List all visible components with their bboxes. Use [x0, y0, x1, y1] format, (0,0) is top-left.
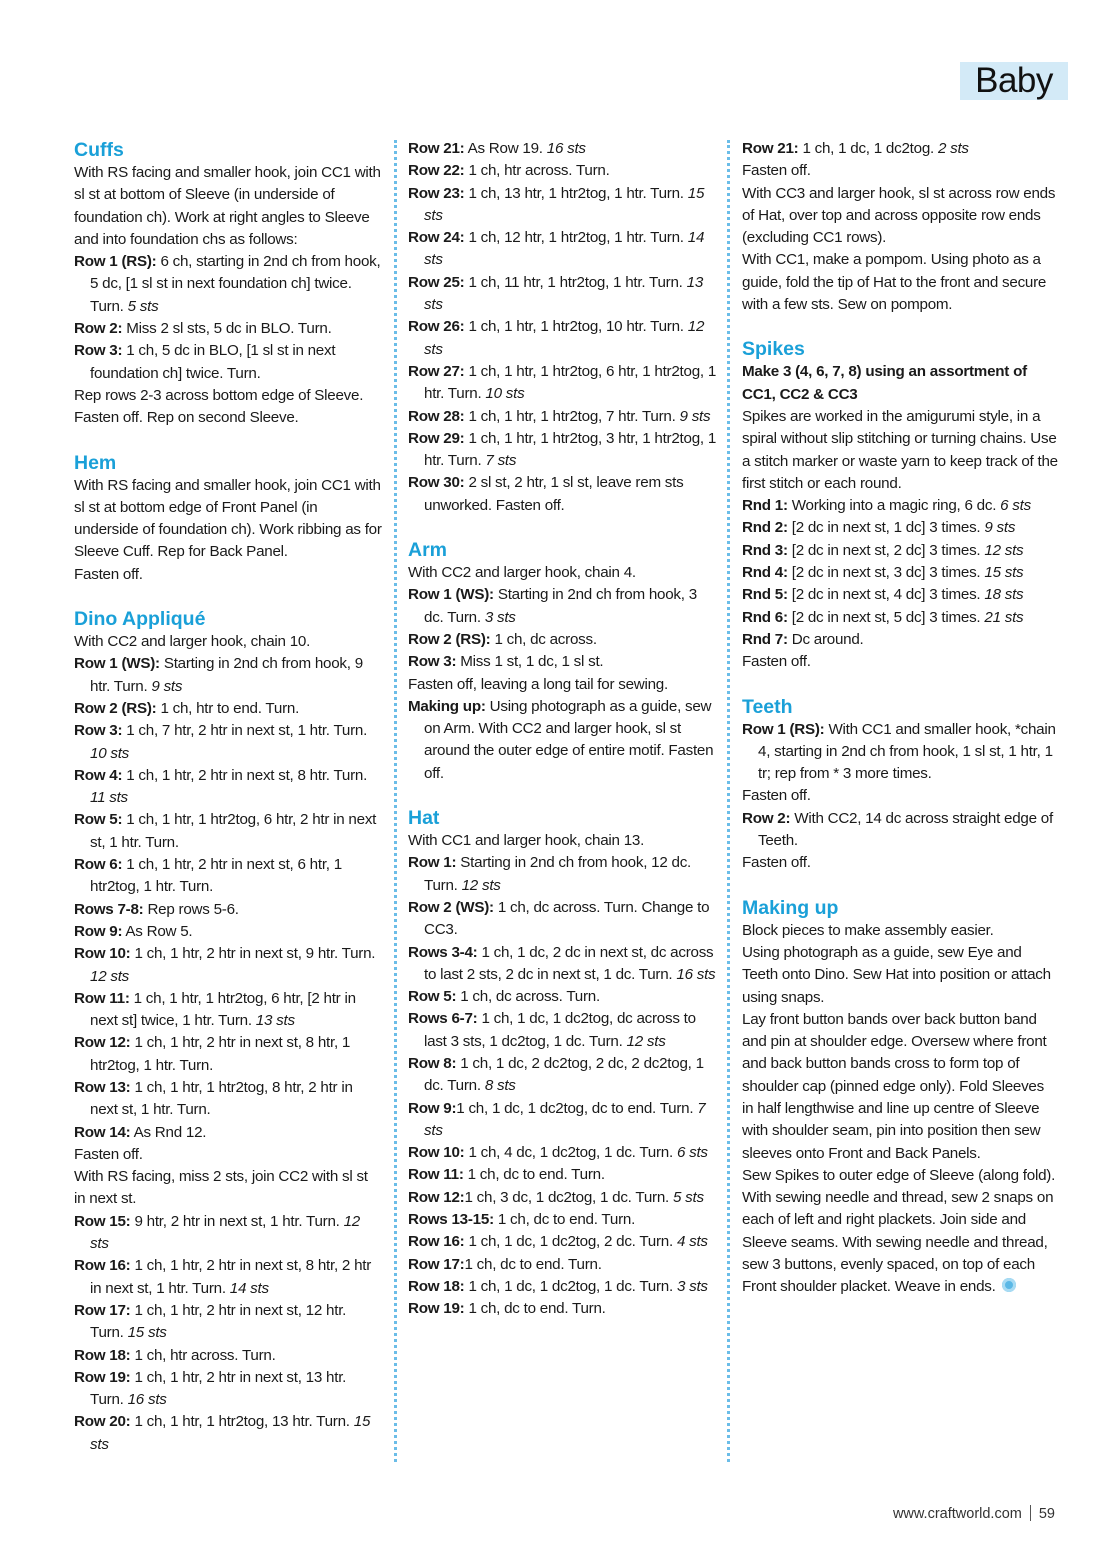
pattern-row: [74, 1211, 382, 1256]
row-text: Starting in 2nd ch from hook, 12 dc. Turn.: [424, 854, 692, 894]
column-divider: [394, 140, 397, 1462]
instruction-text: [742, 942, 1058, 1009]
stitch-count: 3 sts: [672, 1277, 708, 1295]
row-text: 1 ch, dc to end. Turn.: [493, 1211, 636, 1229]
row-text: With CC1 and smaller hook, *chain 4, starting in 2nd ch from hook, 1 sl st, 1 htr, 1 tr; rep from * 3 more times.: [758, 720, 1056, 783]
stitch-count: 16 sts: [542, 140, 586, 157]
stitch-count: 12 sts: [622, 1032, 666, 1050]
stitch-count: 12 sts: [424, 318, 705, 358]
instruction-text: [742, 160, 1058, 182]
row-text: Fasten off.: [742, 854, 811, 872]
instruction-text: [742, 852, 1058, 874]
stitch-count: 10 sts: [481, 385, 525, 403]
row-label: Row 29:: [408, 429, 465, 447]
row-text: 1 ch, 1 htr, 1 htr2tog, 7 htr. Turn.: [464, 407, 676, 425]
row-text: 1 ch, 1 dc, 1 dc2tog, dc across to last 3 sts, 1 dc2tog, 1 dc. Turn.: [424, 1010, 696, 1050]
stitch-count: 6 sts: [996, 497, 1031, 515]
section-heading: Cuffs: [74, 139, 124, 161]
row-label: Row 24:: [408, 229, 465, 247]
row-label: Row 1 (RS):: [742, 720, 825, 738]
row-label: Row 19:: [74, 1368, 131, 1386]
row-text: 2 sl st, 2 htr, 1 sl st, leave rem sts unworked. Fasten off.: [424, 474, 684, 514]
row-label: Row 23:: [408, 184, 465, 202]
row-label: Row 21:: [742, 140, 799, 157]
pattern-row: [408, 316, 718, 361]
pattern-row: [74, 899, 382, 921]
row-label: Row 2 (RS):: [408, 630, 491, 648]
stitch-count: 5 sts: [669, 1188, 704, 1206]
row-label: Row 28:: [408, 407, 465, 425]
row-label: Row 13:: [74, 1078, 131, 1096]
pattern-row: [408, 1254, 718, 1276]
pattern-row: [408, 651, 718, 673]
instruction-text: [408, 830, 718, 852]
pattern-row: [408, 897, 718, 942]
pattern-row: [74, 1345, 382, 1367]
row-text: As Row 5.: [122, 922, 193, 940]
pattern-row: [408, 986, 718, 1008]
row-text: As Row 19.: [464, 140, 543, 157]
pattern-row: [742, 584, 1058, 606]
row-label: Rnd 4:: [742, 564, 788, 582]
pattern-row: [74, 921, 382, 943]
row-text: With CC1 and larger hook, chain 13.: [408, 832, 645, 850]
row-label: Row 14:: [74, 1123, 131, 1141]
instruction-text: [408, 674, 718, 696]
row-text: Spikes are worked in the amigurumi style, in a spiral without slip stitching or turning chains. Use a stitch marker or waste yarn to keep track of the first stitch or each round.: [742, 407, 1058, 492]
pattern-row: [742, 719, 1058, 786]
row-text: 1 ch, 12 htr, 1 htr2tog, 1 htr. Turn.: [464, 229, 684, 247]
row-text: 1 ch, 3 dc, 1 dc2tog, 1 dc. Turn.: [464, 1188, 669, 1206]
stitch-count: 15 sts: [424, 184, 705, 224]
row-text: 1 ch, dc to end. Turn.: [464, 1255, 602, 1273]
row-label: Row 2:: [742, 809, 791, 827]
row-label: Row 2 (RS):: [74, 699, 157, 717]
row-label: Row 3:: [74, 342, 123, 360]
instruction-text: [742, 1165, 1058, 1187]
footer-divider: [1030, 1505, 1031, 1521]
row-label: Row 9:: [74, 922, 123, 940]
pattern-section: [408, 538, 718, 785]
pattern-row: [74, 943, 382, 988]
pattern-row: [74, 1367, 382, 1412]
row-label: Row 1 (WS):: [74, 655, 160, 673]
row-text: Block pieces to make assembly easier.: [742, 921, 994, 939]
row-text: 1 ch, 5 dc in BLO, [1 sl st in next foundation ch] twice. Turn.: [90, 342, 336, 382]
row-label: Rnd 6:: [742, 608, 788, 626]
pattern-row: [74, 1032, 382, 1077]
row-text: 1 ch, 1 htr, 2 htr in next st, 6 htr, 1 htr2tog, 1 htr. Turn.: [90, 856, 342, 896]
row-text: With RS facing, miss 2 sts, join CC2 with sl st in next st.: [74, 1168, 368, 1208]
row-text: Miss 2 sl sts, 5 dc in BLO. Turn.: [122, 320, 332, 338]
pattern-row: [408, 1231, 718, 1253]
row-text: 1 ch, dc across.: [490, 630, 597, 648]
stitch-count: 8 sts: [480, 1077, 516, 1095]
instruction-text: [74, 631, 382, 653]
row-text: With CC3 and larger hook, sl st across row ends of Hat, over top and across opposite row ends (excluding CC1 rows).: [742, 184, 1056, 247]
row-text: With CC2, 14 dc across straight edge of Teeth.: [758, 809, 1053, 850]
row-text: [2 dc in next st, 4 dc] 3 times.: [787, 586, 981, 604]
instruction-subheading: Make 3 (4, 6, 7, 8) using an assortment of CC1, CC2 & CC3: [742, 363, 1027, 403]
row-text: Dc around.: [787, 630, 864, 648]
row-label: Row 18:: [74, 1346, 131, 1364]
row-label: Row 15:: [74, 1212, 131, 1230]
stitch-count: 3 sts: [480, 608, 516, 626]
row-label: Rnd 5:: [742, 586, 788, 604]
row-text: 1 ch, 1 htr, 1 htr2tog, 6 htr, [2 htr in next st] twice, 1 htr. Turn.: [90, 989, 356, 1030]
row-text: [2 dc in next st, 1 dc] 3 times.: [787, 519, 981, 537]
pattern-row: [74, 809, 382, 854]
stitch-count: 11 sts: [90, 789, 128, 807]
row-text: 1 ch, 1 dc, 1 dc2tog, 1 dc. Turn.: [464, 1277, 673, 1295]
pattern-row: [74, 1122, 382, 1144]
row-text: 1 ch, 1 dc, 2 dc2tog, 2 dc, 2 dc2tog, 1 dc. Turn.: [424, 1054, 704, 1095]
row-label: Row 16:: [408, 1233, 465, 1251]
pattern-row: [74, 1300, 382, 1345]
row-text: 1 ch, 1 htr, 1 htr2tog, 10 htr. Turn.: [464, 318, 684, 336]
row-label: Row 19:: [408, 1300, 465, 1318]
section-badge: Baby: [960, 62, 1068, 100]
pattern-row: [408, 1142, 718, 1164]
section-heading: Arm: [408, 539, 448, 562]
section-heading: Hat: [408, 807, 440, 830]
row-text: 1 ch, 1 htr, 2 htr in next st, 12 htr. Turn.: [90, 1301, 347, 1342]
row-label: Rows 13-15:: [408, 1211, 494, 1229]
pattern-row: [408, 428, 718, 473]
instruction-text: [74, 475, 382, 564]
pattern-row: [742, 629, 1058, 651]
row-text: 1 ch, 1 dc, 2 dc in next st, dc across to last 2 sts, 2 dc in next st, 1 dc. Turn.: [424, 943, 714, 983]
pattern-row: [408, 227, 718, 272]
row-text: 1 ch, 1 dc, 1 dc2tog.: [798, 140, 934, 157]
row-label: Row 4:: [74, 766, 123, 784]
stitch-count: 15 sts: [123, 1324, 167, 1342]
pattern-section: [742, 337, 1058, 673]
row-label: Row 3:: [74, 722, 123, 740]
row-label: Row 1:: [408, 854, 457, 872]
row-text: 1 ch, 1 htr, 1 htr2tog, 8 htr, 2 htr in next st, 1 htr. Turn.: [90, 1078, 353, 1119]
section-heading: Hem: [74, 451, 117, 474]
row-text: With CC1, make a pompom. Using photo as a guide, fold the tip of Hat to the front and secure with a few sts. Sew on pompom.: [742, 251, 1047, 314]
pattern-section: [742, 138, 1058, 316]
pattern-row: [74, 251, 382, 318]
row-label: Row 5:: [408, 988, 457, 1006]
stitch-count: 6 sts: [672, 1144, 708, 1162]
instruction-text: [742, 406, 1058, 495]
pattern-row: [742, 495, 1058, 517]
pattern-row: [74, 765, 382, 810]
row-label: Row 2 (WS):: [408, 898, 494, 916]
row-label: Row 17:: [408, 1255, 465, 1273]
pattern-row: [74, 698, 382, 720]
row-text: With CC2 and larger hook, chain 4.: [408, 564, 636, 582]
instruction-text: [74, 385, 382, 430]
pattern-row: [742, 138, 1058, 160]
instruction-text: [742, 920, 1058, 942]
page-footer: [893, 1505, 1055, 1522]
row-text: 1 ch, 1 htr, 2 htr in next st, 8 htr. Turn.: [122, 766, 368, 784]
row-text: [2 dc in next st, 3 dc] 3 times.: [787, 564, 981, 582]
row-label: Row 11:: [74, 989, 130, 1007]
row-text: With RS facing and smaller hook, join CC1 with sl st at bottom edge of Front Panel (in underside of foundation ch). Work ribbing as for Sleeve Cuff. Rep for Back Panel.: [74, 476, 382, 561]
row-text: 1 ch, 1 dc, 1 dc2tog, dc to end. Turn.: [456, 1099, 694, 1117]
stitch-count: 13 sts: [251, 1012, 295, 1030]
instruction-text: [742, 651, 1058, 673]
row-text: Fasten off.: [742, 162, 811, 180]
row-text: Fasten off.: [742, 787, 811, 805]
row-text: As Rnd 12.: [130, 1123, 207, 1141]
row-label: Row 1 (WS):: [408, 586, 494, 604]
row-text: [2 dc in next st, 5 dc] 3 times.: [787, 608, 981, 626]
row-label: Row 9:: [408, 1099, 457, 1117]
row-text: Fasten off.: [74, 1145, 143, 1163]
row-label: Row 8:: [408, 1054, 457, 1072]
row-text: 1 ch, 1 dc, 1 dc2tog, 2 dc. Turn.: [464, 1233, 673, 1251]
row-label: Row 1 (RS):: [74, 253, 157, 271]
row-text: [2 dc in next st, 2 dc] 3 times.: [787, 541, 981, 559]
stitch-count: 12 sts: [90, 967, 130, 985]
row-label: Row 10:: [408, 1144, 465, 1162]
row-text: 1 ch, 1 htr, 2 htr in next st, 8 htr, 1 htr2tog, 1 htr. Turn.: [90, 1034, 351, 1074]
row-label: Row 20:: [74, 1413, 131, 1431]
instruction-text: [742, 1187, 1058, 1298]
stitch-count: 16 sts: [672, 965, 716, 983]
pattern-row: [74, 720, 382, 765]
pattern-row: [408, 696, 718, 785]
stitch-count: 14 sts: [225, 1279, 269, 1297]
pattern-row: [408, 1008, 718, 1053]
stitch-count: 15 sts: [980, 564, 1024, 582]
row-text: 1 ch, 1 htr, 1 htr2tog, 6 htr, 1 htr2tog, 1 htr. Turn.: [424, 362, 717, 403]
pattern-section: [742, 896, 1058, 1299]
row-text: 1 ch, 1 htr, 1 htr2tog, 6 htr, 2 htr in next st, 1 htr. Turn.: [90, 811, 377, 851]
instruction-text: [74, 1144, 382, 1166]
row-text: 9 htr, 2 htr in next st, 1 htr. Turn.: [130, 1212, 340, 1230]
instruction-text: [742, 1009, 1058, 1165]
row-text: Miss 1 st, 1 dc, 1 sl st.: [456, 653, 604, 671]
pattern-row: [408, 183, 718, 228]
stitch-count: 13 sts: [424, 273, 704, 314]
craftworld-swirl-icon: [1002, 1278, 1016, 1292]
pattern-section: [408, 806, 718, 1321]
pattern-row: [74, 1077, 382, 1122]
pattern-row: [408, 361, 718, 406]
stitch-count: 10 sts: [90, 744, 130, 762]
row-text: Fasten off.: [74, 565, 143, 583]
pattern-row: [408, 1298, 718, 1320]
row-text: Using photograph as a guide, sew Eye and Teeth onto Dino. Sew Hat into position or attach using snaps.: [742, 943, 1051, 1006]
row-text: With RS facing and smaller hook, join CC1 with sl st at bottom of Sleeve (in underside of foundation ch). Work at right angles to Sleeve and into foundation chs as follows:: [74, 164, 381, 248]
page-number: 59: [1038, 1506, 1055, 1522]
row-text: 1 ch, 7 htr, 2 htr in next st, 1 htr. Turn.: [122, 722, 368, 740]
stitch-count: 7 sts: [481, 452, 517, 470]
row-text: 1 ch, htr across. Turn.: [464, 162, 610, 180]
pattern-row: [408, 584, 718, 629]
row-text: 1 ch, dc across. Turn.: [456, 988, 600, 1006]
row-label: Row 30:: [408, 474, 465, 492]
row-label: Rows 7-8:: [74, 900, 144, 918]
row-text: Fasten off, leaving a long tail for sewing.: [408, 675, 668, 693]
row-text: Sew Spikes to outer edge of Sleeve (along fold).: [742, 1166, 1056, 1184]
instruction-text: [74, 564, 382, 586]
pattern-row: [408, 629, 718, 651]
row-label: Row 27:: [408, 362, 465, 380]
row-label: Making up:: [408, 697, 486, 715]
pattern-row: [408, 160, 718, 182]
pattern-row: [74, 854, 382, 899]
pattern-section: [74, 451, 382, 586]
pattern-row: [408, 138, 718, 160]
row-text: Fasten off.: [742, 653, 811, 671]
row-text: 1 ch, dc to end. Turn.: [464, 1300, 606, 1318]
row-label: Row 6:: [74, 856, 123, 874]
pattern-row: [408, 1276, 718, 1298]
row-text: 1 ch, 1 htr, 2 htr in next st, 13 htr. Turn.: [90, 1368, 347, 1409]
row-label: Row 26:: [408, 318, 465, 336]
row-label: Rnd 2:: [742, 519, 788, 537]
row-label: Row 21:: [408, 140, 465, 157]
row-label: Row 22:: [408, 162, 465, 180]
row-label: Row 12:: [74, 1034, 131, 1052]
stitch-count: 5 sts: [123, 297, 159, 315]
row-text: Working into a magic ring, 6 dc.: [787, 497, 997, 515]
row-text: 1 ch, 1 htr, 2 htr in next st, 8 htr, 2 htr in next st, 1 htr. Turn.: [90, 1257, 372, 1297]
row-text: 1 ch, 4 dc, 1 dc2tog, 1 dc. Turn.: [464, 1144, 673, 1162]
row-label: Rows 6-7:: [408, 1010, 478, 1028]
pattern-row: [742, 562, 1058, 584]
pattern-row: [408, 472, 718, 517]
pattern-row: [742, 517, 1058, 539]
footer-website[interactable]: www.craftworld.com: [892, 1506, 1022, 1522]
stitch-count: 4 sts: [672, 1233, 708, 1251]
row-text: Rep rows 2-3 across bottom edge of Sleeve. Fasten off. Rep on second Sleeve.: [74, 386, 364, 427]
row-text: With sewing needle and thread, sew 2 snaps on each of left and right plackets. Join side and Sleeve seams. With sewing needle and thread, sew 3 buttons, evenly spaced, on top of each Front shoulder placket. Weave in ends.: [742, 1189, 1054, 1296]
row-label: Rows 3-4:: [408, 943, 478, 961]
column-3: [742, 138, 1058, 1320]
row-text: 1 ch, 1 htr, 1 htr2tog, 13 htr. Turn.: [130, 1413, 350, 1431]
pattern-row: [74, 318, 382, 340]
stitch-count: 21 sts: [980, 608, 1024, 626]
row-text: 1 ch, dc to end. Turn.: [463, 1166, 605, 1184]
stitch-count: 12 sts: [980, 541, 1024, 559]
row-label: Rnd 3:: [742, 541, 788, 559]
stitch-count: 12 sts: [90, 1212, 360, 1253]
pattern-section: [408, 138, 718, 517]
row-text: 1 ch, dc across. Turn. Change to CC3.: [424, 898, 710, 939]
stitch-count: 14 sts: [424, 229, 705, 269]
row-text: Using photograph as a guide, sew on Arm. With CC2 and larger hook, sl st around the outer edge of entire motif. Fasten off.: [424, 697, 714, 782]
pattern-row: [408, 406, 718, 428]
row-label: Row 25:: [408, 273, 465, 291]
row-label: Rnd 7:: [742, 630, 788, 648]
row-label: Row 12:: [408, 1188, 465, 1206]
row-label: Row 18:: [408, 1277, 465, 1295]
instruction-text: [408, 562, 718, 584]
column-2: [408, 138, 718, 1342]
row-text: Starting in 2nd ch from hook, 9 htr. Turn.: [90, 655, 363, 695]
row-text: Lay front button bands over back button band and pin at shoulder edge. Oversew where front and back button bands cross to form top of shoulder cap (pinned edge only). Fold Sleeves in half lengthwise and line up centre of Sleeve with shoulder seam, pin into position then sew sleeves onto Front and Back Panels.: [742, 1010, 1047, 1162]
pattern-row: [408, 1053, 718, 1098]
column-1: [74, 138, 382, 1477]
pattern-section: [742, 695, 1058, 875]
instruction-text: [742, 249, 1058, 316]
stitch-count: 16 sts: [123, 1391, 167, 1409]
row-label: Row 10:: [74, 945, 131, 963]
stitch-count: 18 sts: [980, 586, 1024, 604]
stitch-count: 9 sts: [147, 677, 183, 695]
pattern-row: [74, 653, 382, 698]
row-text: 1 ch, htr to end. Turn.: [156, 699, 300, 717]
stitch-count: 9 sts: [980, 519, 1016, 537]
pattern-row: [408, 272, 718, 317]
row-label: Row 17:: [74, 1301, 131, 1319]
row-label: Row 11:: [408, 1166, 464, 1184]
row-label: Row 3:: [408, 653, 457, 671]
stitch-count: 7 sts: [424, 1099, 706, 1139]
pattern-section: [74, 607, 382, 1456]
row-text: 1 ch, htr across. Turn.: [130, 1346, 276, 1364]
row-text: 1 ch, 1 htr, 2 htr in next st, 9 htr. Turn.: [130, 945, 376, 963]
pattern-row: [742, 808, 1058, 853]
instruction-text: [74, 162, 382, 251]
pattern-row: [408, 1209, 718, 1231]
stitch-count: 15 sts: [90, 1413, 371, 1453]
pattern-row: [408, 1098, 718, 1143]
instruction-text: [742, 183, 1058, 250]
pattern-section: [74, 138, 382, 430]
pattern-row: [408, 942, 718, 987]
section-heading: Spikes: [742, 338, 805, 361]
row-label: Row 5:: [74, 811, 123, 829]
pattern-row: [74, 988, 382, 1033]
row-label: Rnd 1:: [742, 497, 788, 515]
pattern-row: [74, 340, 382, 385]
row-text: With CC2 and larger hook, chain 10.: [74, 633, 311, 651]
pattern-row: [408, 852, 718, 897]
row-text: Rep rows 5-6.: [143, 900, 239, 918]
pattern-row: [74, 1411, 382, 1456]
instruction-text: [74, 1166, 382, 1211]
pattern-row: [742, 607, 1058, 629]
section-heading: Dino Appliqué: [74, 608, 206, 631]
section-heading: Making up: [742, 896, 839, 919]
stitch-count: 12 sts: [457, 876, 501, 894]
stitch-count: 9 sts: [675, 407, 711, 425]
section-heading: Teeth: [742, 695, 793, 718]
pattern-row: [742, 540, 1058, 562]
pattern-row: [74, 1255, 382, 1300]
pattern-row: [408, 1187, 718, 1209]
row-label: Row 16:: [74, 1257, 131, 1275]
row-label: Row 2:: [74, 320, 123, 338]
row-text: 1 ch, 11 htr, 1 htr2tog, 1 htr. Turn.: [464, 273, 683, 291]
pattern-row: [408, 1164, 718, 1186]
column-divider: [727, 140, 730, 1462]
row-text: 1 ch, 1 htr, 1 htr2tog, 3 htr, 1 htr2tog, 1 htr. Turn.: [424, 429, 717, 470]
stitch-count: 2 sts: [933, 140, 969, 157]
row-text: 1 ch, 13 htr, 1 htr2tog, 1 htr. Turn.: [464, 184, 684, 202]
row-text: 6 ch, starting in 2nd ch from hook, 5 dc, [1 sl st in next foundation ch] twice. Turn.: [90, 253, 381, 315]
instruction-text: [742, 785, 1058, 807]
row-text: Starting in 2nd ch from hook, 3 dc. Turn.: [424, 586, 697, 626]
